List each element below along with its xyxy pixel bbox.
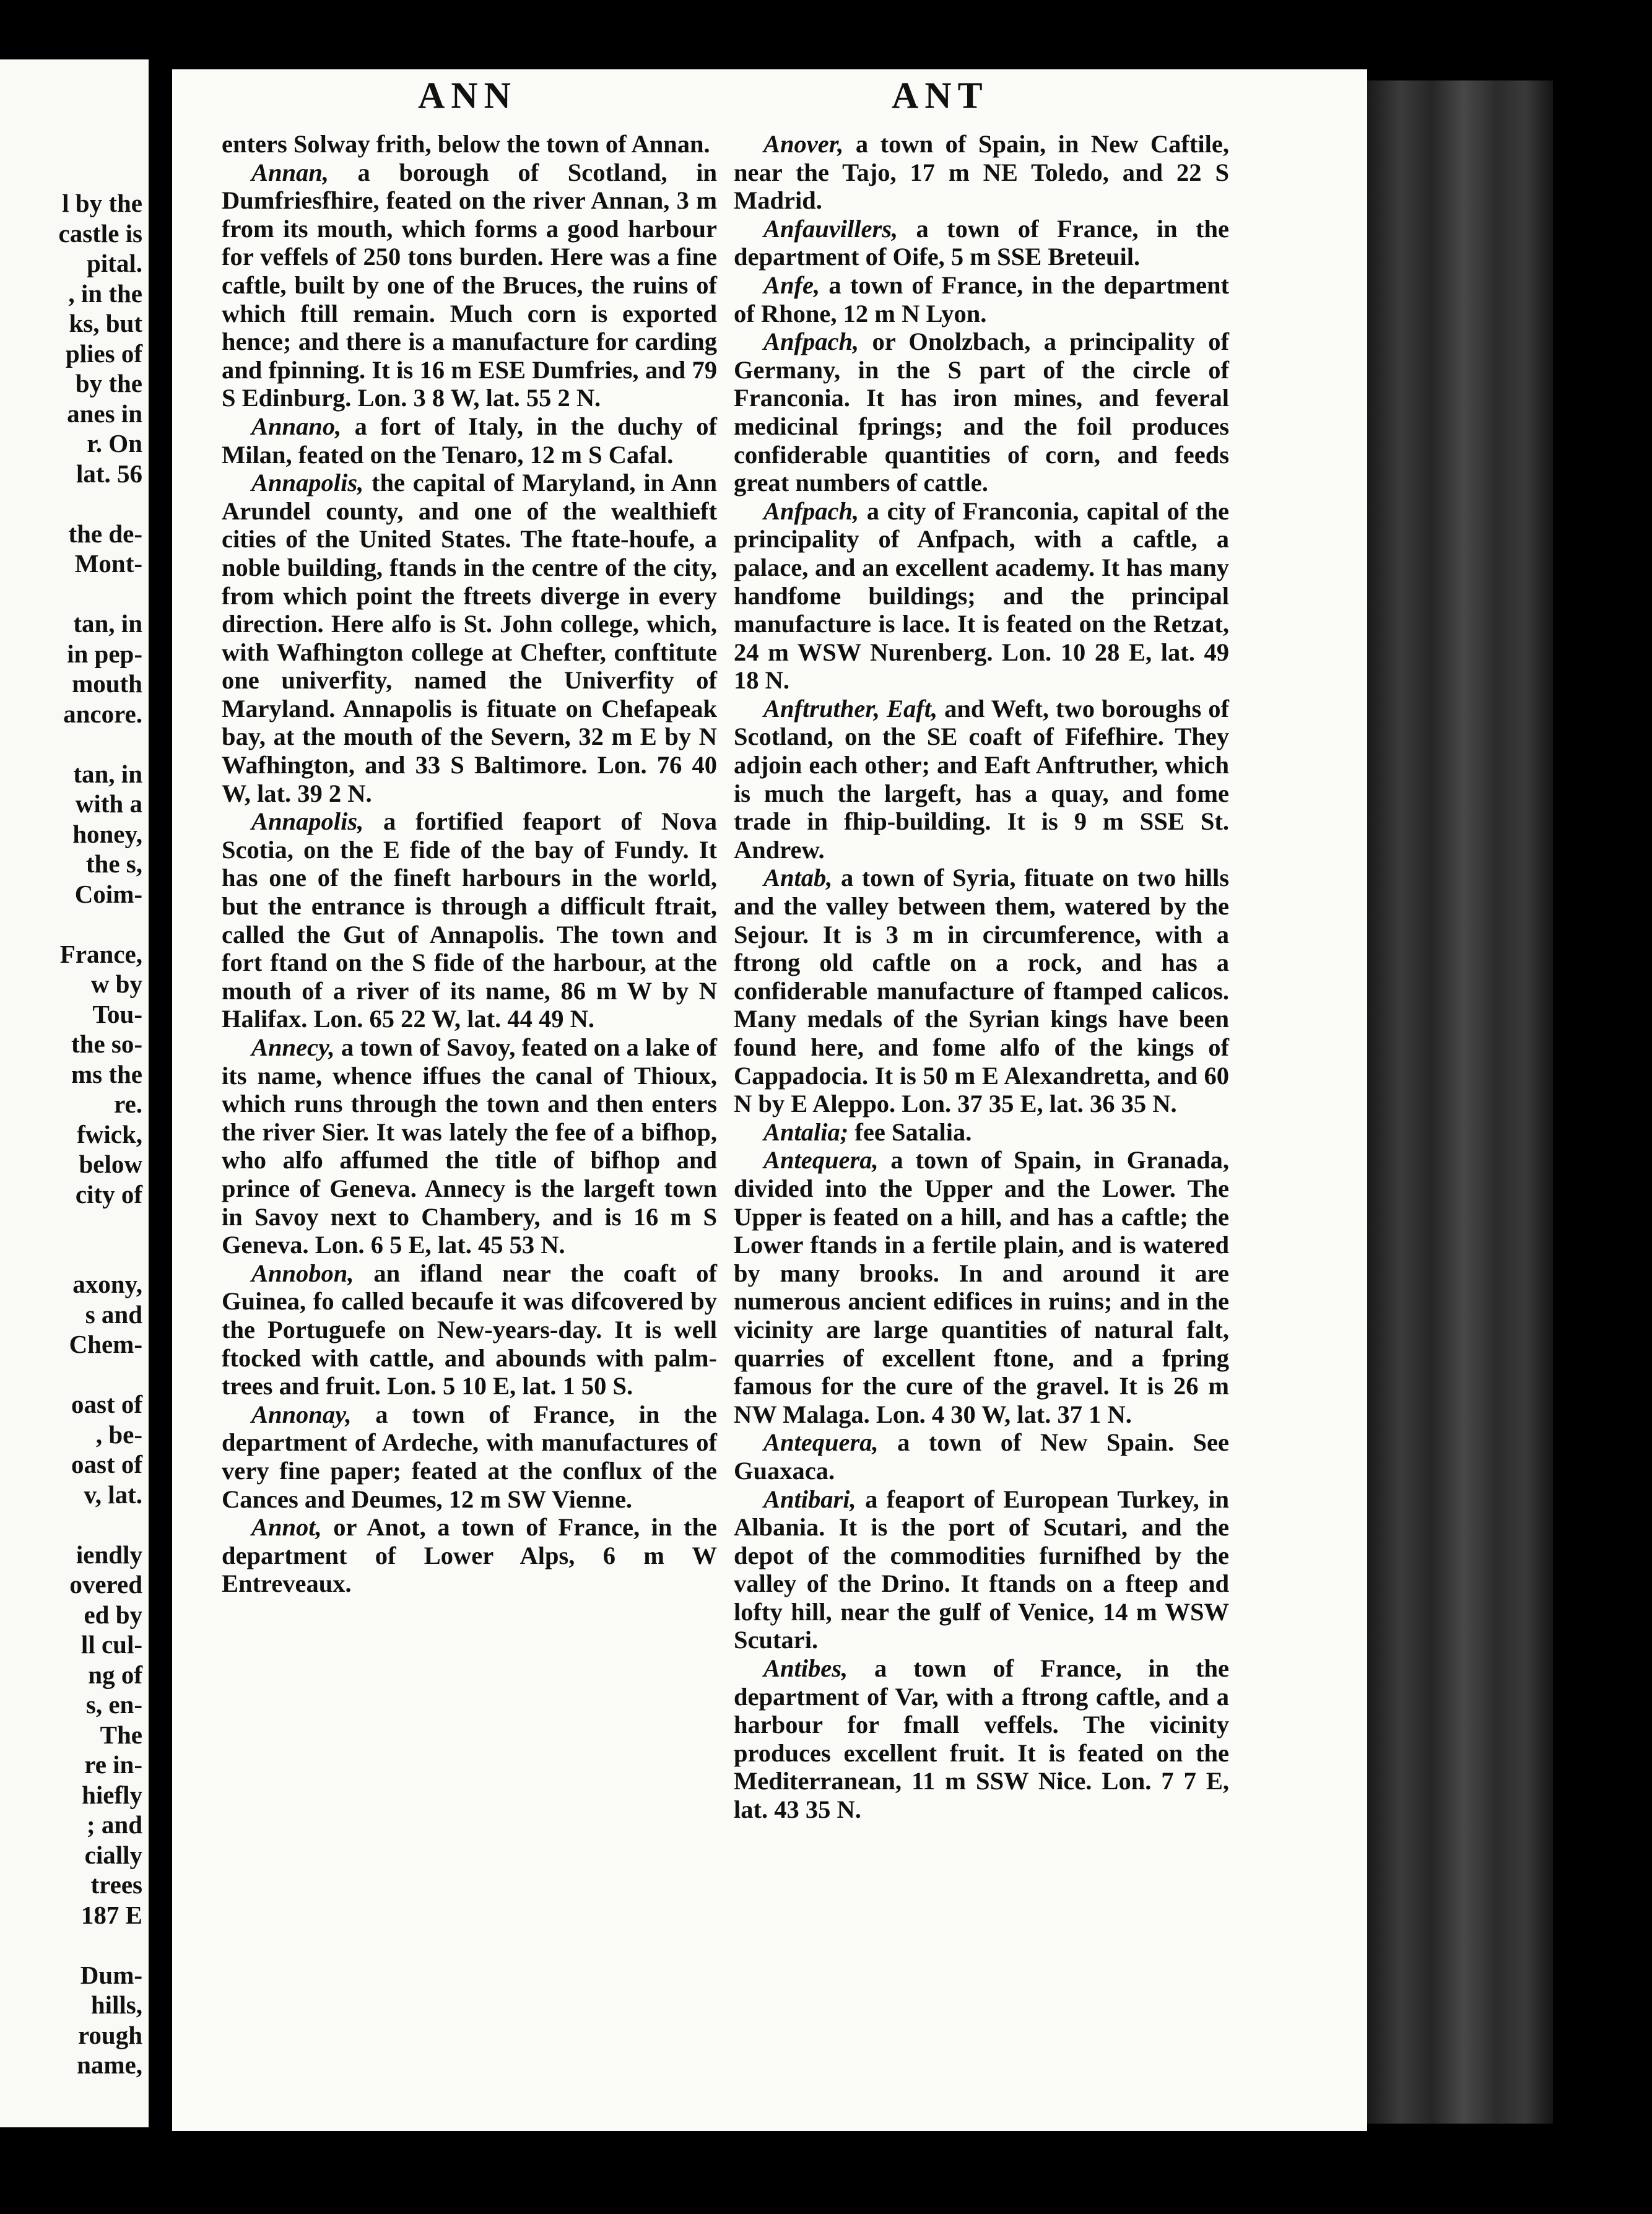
left-page-line: v, lat. — [84, 1480, 142, 1509]
entry-headword: Anfe, — [763, 271, 820, 299]
running-header-right: ANT — [892, 75, 989, 116]
entry-text: a town of France, in the department of Ardeche, with manufactures of very fine paper; feated at the conflux of the Cances and Deumes, 12 m SW Vienne. — [222, 1400, 717, 1513]
dictionary-entry — [222, 1259, 717, 1400]
entry-headword: Antalia; — [763, 1118, 849, 1146]
left-page-line: Dum- — [80, 1960, 142, 1989]
dictionary-entry — [734, 1428, 1229, 1485]
dictionary-entry — [222, 1513, 717, 1598]
entry-text: enters Solway frith, below the town of Annan. — [222, 130, 710, 158]
left-page-line: overed — [69, 1570, 142, 1599]
dictionary-entry — [222, 469, 717, 807]
entry-text: a fortified feaport of Nova Scotia, on the E fide of the bay of Fundy. It has one of the fineft harbours in the world, but the entrance is through a difficult ftrait, called the Gut of Annapolis. The town and fort ftand on the S fide of the harbour, at the mouth of a river of its name, 86 m W by N Halifax. Lon. 65 22 W, lat. 44 49 N. — [222, 807, 717, 1033]
entry-headword: Anfauvillers, — [763, 214, 898, 243]
entry-headword: Anfpach, — [763, 328, 859, 356]
entry-text: a fort of Italy, in the duchy of Milan, feated on the Tenaro, 12 m S Cafal. — [222, 412, 717, 469]
left-page-line: r. On — [87, 429, 142, 458]
left-page-line: tan, in — [73, 609, 142, 638]
entry-text: a borough of Scotland, in Dumfriesfhire, feated on the river Annan, 3 m from its mouth, which forms a good harbour for veffels of 250 tons burden. Here was a fine caftle, built by one of the Bruces, the ruins of which ftill remain. Much corn is exported hence; and there is a manufacture for carding and fpinning. It is 16 m ESE Dumfries, and 79 S Edinburg. Lon. 3 8 W, lat. 55 2 N. — [222, 158, 717, 412]
left-page-line: in pep- — [67, 639, 142, 668]
left-page-line: , be- — [95, 1420, 142, 1449]
entry-headword: Annot, — [251, 1513, 322, 1542]
entry-text: or Anot, a town of France, in the department of Lower Alps, 6 m W Entreveaux. — [222, 1513, 717, 1598]
entry-text: a town of Savoy, feated on a lake of its name, whence iffues the canal of Thioux, which runs through the town and then enters the river Sier. It was lately the fee of a bifhop, who alfo affumed the title of bifhop and prince of Geneva. Annecy is the largeft town in Savoy next to Chambery, and is 16 m S Geneva. Lon. 6 5 E, lat. 45 53 N. — [222, 1033, 717, 1259]
entry-headword: Antibes, — [763, 1654, 848, 1683]
running-header-left: ANN — [418, 75, 517, 116]
left-page-line: ancore. — [63, 699, 142, 728]
left-page-fragment — [0, 59, 149, 2127]
left-page-line: lat. 56 — [76, 459, 142, 488]
dictionary-entry — [734, 328, 1229, 497]
left-page-line: honey, — [72, 819, 142, 848]
left-page-line: Coim- — [74, 879, 142, 908]
left-page-line: Tou- — [92, 999, 142, 1028]
entry-headword: Annapolis, — [251, 807, 364, 836]
dictionary-entry — [734, 130, 1229, 215]
left-page-line: 187 E — [80, 1900, 142, 1929]
left-page-line: tan, in — [73, 759, 142, 788]
entry-headword: Annecy, — [251, 1033, 335, 1061]
left-page-line: s, en- — [85, 1690, 142, 1719]
left-page-line: plies of — [65, 339, 142, 368]
left-page-line: the so- — [71, 1030, 142, 1058]
left-page-line: oast of — [71, 1450, 142, 1478]
dictionary-entry — [734, 1654, 1229, 1824]
entry-text: a feaport of European Turkey, in Albania. It is the port of Scutari, and the depot of the commodities furnifhed by the valley of the Drino. It ftands on a fteep and lofty hill, near the gulf of Venice, 14 m WSW Scutari. — [734, 1485, 1229, 1654]
dictionary-entry — [222, 1400, 717, 1513]
dictionary-entry — [734, 695, 1229, 864]
left-page-line: mouth — [72, 669, 142, 698]
page-edge — [1367, 80, 1553, 2124]
left-page-line: anes in — [67, 399, 142, 428]
left-page-line: Mont- — [74, 549, 142, 578]
entry-text: a town of France, in the department of Oife, 5 m SSE Breteuil. — [734, 214, 1229, 271]
entry-text: a city of Franconia, capital of the principality of Anfpach, with a caftle, a palace, and an excellent academy. It has many handfome buildings; and the principal manufacture is lace. It is feated on the Retzat, 24 m WSW Nurenberg. Lon. 10 28 E, lat. 49 18 N. — [734, 497, 1229, 695]
right-column — [734, 130, 1229, 2049]
left-page-line: Chem- — [69, 1330, 142, 1358]
left-page-line: by the — [75, 369, 142, 397]
entry-text: a town of France, in the department of Var, with a ftrong caftle, and a harbour for fmall veffels. The vicinity produces excellent fruit. It is feated on the Mediterranean, 11 m SSW Nice. Lon. 7 7 E, lat. 43 35 N. — [734, 1654, 1229, 1824]
dictionary-entry — [734, 1118, 1229, 1147]
left-page-line: s and — [85, 1300, 142, 1329]
dictionary-entry — [734, 215, 1229, 271]
entry-text: the capital of Maryland, in Ann Arundel county, and one of the wealthieft cities of the United States. The ftate-houfe, a noble building, ftands in the centre of the city, from which point the ftreets diverge in every direction. Here alfo is St. John college, which, with Wafhington college at Chefter, conftitute one univerfity, named the Univerfity of Maryland. Annapolis is fituate on Chefapeak bay, at the mouth of the Severn, 32 m E by N Wafhington, and 33 S Baltimore. Lon. 76 40 W, lat. 39 2 N. — [222, 469, 717, 807]
left-page-line: ks, but — [69, 309, 142, 337]
left-page-line: name, — [77, 2051, 142, 2079]
entry-headword: Annapolis, — [251, 469, 364, 497]
left-page-line: hills, — [90, 1990, 142, 2019]
left-page-line: ll cul- — [80, 1630, 142, 1659]
left-page-line: the de- — [68, 519, 142, 548]
left-page-line: France, — [59, 939, 142, 968]
entry-headword: Antab, — [763, 864, 833, 892]
left-page-line: ed by — [84, 1600, 142, 1629]
left-page-line: trees — [90, 1870, 142, 1899]
entry-headword: Annan, — [251, 158, 329, 186]
left-page-line: fwick, — [77, 1119, 142, 1148]
dictionary-entry — [222, 1033, 717, 1259]
entry-headword: Annonay, — [251, 1400, 352, 1428]
entry-text: a town of Spain, in Granada, divided into the Upper and the Lower. The Upper is feated on a hill, and has a caftle; the Lower ftands in a fertile plain, and is watered by many brooks. In and around it are numerous ancient edifices in ruins; and in the vicinity are large quantities of natural falt, quarries of excellent ftone, and a fpring famous for the cure of the gravel. It is 26 m NW Malaga. Lon. 4 30 W, lat. 37 1 N. — [734, 1146, 1229, 1428]
entry-text: or Onolzbach, a principality of Germany, in the S part of the circle of Franconia. It has iron mines, and feveral medicinal fprings; and the foil produces confiderable quantities of corn, and feeds great numbers of cattle. — [734, 328, 1229, 497]
left-page-line: , in the — [68, 279, 142, 308]
entry-text: a town of France, in the department of Rhone, 12 m N Lyon. — [734, 271, 1229, 328]
entry-headword: Annobon, — [251, 1259, 354, 1287]
entry-text: a town of Syria, fituate on two hills and the valley between them, watered by the Sejour. It is 3 m in circumference, with a ftrong old caftle on a rock, and has a confiderable manufacture of ftamped calicos. Many medals of the Syrian kings have been found here, and fome alfo of the kings of Cappadocia. It is 50 m E Alexandretta, and 60 N by E Aleppo. Lon. 37 35 E, lat. 36 35 N. — [734, 864, 1229, 1118]
dictionary-entry — [734, 271, 1229, 328]
left-page-line: re in- — [84, 1750, 142, 1779]
entry-text: a town of New Spain. See Guaxaca. — [734, 1428, 1229, 1485]
left-page-line: rough — [77, 2020, 142, 2049]
left-page-line: w by — [90, 970, 142, 998]
left-page-line: axony, — [72, 1270, 142, 1298]
left-column — [222, 130, 717, 2049]
left-page-line: The — [100, 1720, 142, 1749]
entry-headword: Annano, — [251, 412, 342, 440]
dictionary-entry — [734, 864, 1229, 1118]
left-page-line: ; and — [86, 1810, 142, 1839]
left-page-line: city of — [75, 1179, 142, 1209]
left-page-line: l by the — [62, 189, 142, 217]
dictionary-entry — [734, 1485, 1229, 1655]
left-page-line: re. — [114, 1090, 142, 1118]
dictionary-entry — [222, 807, 717, 1033]
left-page-line: cially — [84, 1840, 142, 1869]
left-page-line: below — [79, 1150, 142, 1178]
left-page-line: the s, — [85, 849, 142, 878]
dictionary-entry — [734, 497, 1229, 695]
entry-text: fee Satalia. — [848, 1118, 972, 1146]
entry-text: an ifland near the coaft of Guinea, fo called becaufe it was difcovered by the Portuguefe on New-years-day. It is well ftocked with cattle, and abounds with palm-trees and fruit. Lon. 5 10 E, lat. 1 50 S. — [222, 1259, 717, 1400]
dictionary-entry — [734, 1146, 1229, 1428]
left-page-line: ms the — [71, 1059, 142, 1088]
left-page-line: ng of — [88, 1660, 142, 1689]
left-page-line: hiefly — [82, 1780, 142, 1809]
dictionary-entry — [222, 130, 717, 158]
dictionary-entry — [222, 158, 717, 412]
left-page-line: oast of — [71, 1390, 142, 1418]
entry-headword: Antequera, — [763, 1428, 879, 1457]
entry-headword: Anover, — [763, 130, 844, 158]
entry-text: a town of Spain, in New Caftile, near the Tajo, 17 m NE Toledo, and 22 S Madrid. — [734, 130, 1229, 215]
left-page-line: iendly — [76, 1540, 142, 1569]
entry-text: and Weft, two boroughs of Scotland, on the SE coaft of Fifefhire. They adjoin each other; and Eaft Anftruther, which is much the largeft, has a quay, and fome trade in fhip-building. It is 9 m SSE St. Andrew. — [734, 694, 1229, 864]
entry-headword: Antibari, — [763, 1485, 856, 1513]
left-page-line: castle is — [58, 219, 142, 248]
dictionary-entry — [222, 412, 717, 469]
entry-headword: Anftruther, Eaft, — [763, 694, 938, 723]
entry-headword: Antequera, — [763, 1146, 879, 1174]
left-page-line: pital. — [87, 249, 142, 277]
left-page-line: with a — [75, 789, 142, 818]
entry-headword: Anfpach, — [763, 497, 859, 525]
